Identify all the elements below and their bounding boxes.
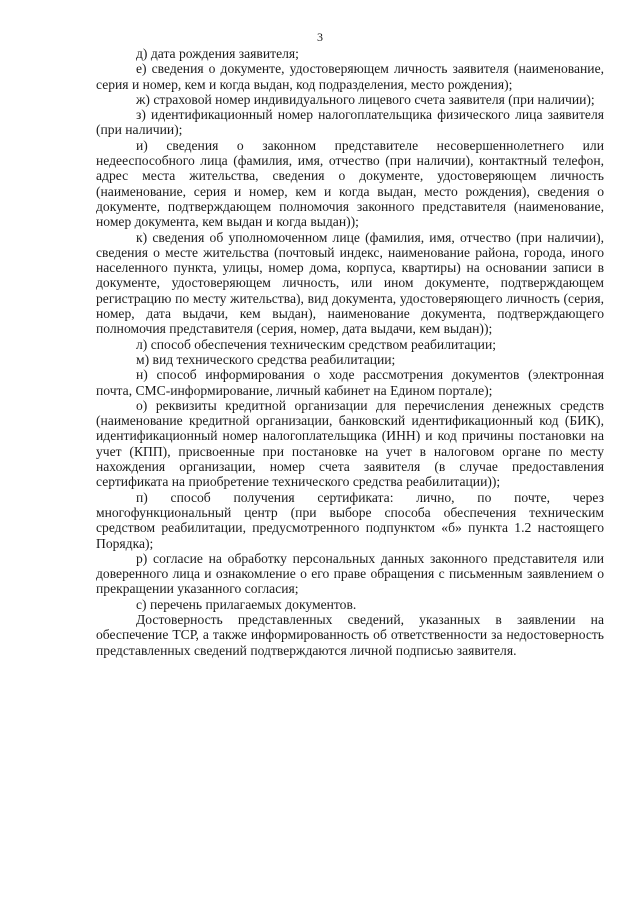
paragraph-p: п) способ получения сертификата: лично, по почте, через многофункциональный центр (при выборе способа обеспечения техническим средством реабилитации, предусмотренного подпунктом «б» пункта 1.2 настоящего Порядка); bbox=[96, 489, 604, 551]
paragraph-zh: ж) страховой номер индивидуального лицевого счета заявителя (при наличии); bbox=[136, 91, 595, 107]
paragraph-d: д) дата рождения заявителя; bbox=[136, 46, 299, 61]
page-number: 3 bbox=[317, 30, 323, 44]
paragraph-k: к) сведения об уполномоченном лице (фамилия, имя, отчество (при наличии), сведения о месте жительства (почтовый индекс, наименование района, города, иного населенного пункта, улицы, номер дома, корпуса, квартиры) на основании записи в документе, удостоверяющем личность, или ином документе, подтверждающем регистрацию по месту жительства), вид документа, удостоверяющего личность (серия, номер, дата выдачи, кем выдан), наименование документа, подтверждающего полномочия представителя (серия, номер, дата выдачи, кем выдан)); bbox=[96, 229, 604, 337]
paragraph-m: м) вид технического средства реабилитации; bbox=[136, 351, 396, 367]
paragraph-r: р) согласие на обработку персональных данных законного представителя или доверенного лица и ознакомление о его праве обращения с письменным заявлением о прекращении указанного согласия; bbox=[96, 550, 604, 597]
paragraph-e: е) сведения о документе, удостоверяющем личность заявителя (наименование, серия и номер, кем и когда выдан, код подразделения, место рождения); bbox=[96, 61, 604, 92]
document-body bbox=[96, 46, 604, 658]
paragraph-l: л) способ обеспечения техническим средством реабилитации; bbox=[136, 336, 497, 352]
paragraph-i: и) сведения о законном представителе несовершеннолетнего или недееспособного лица (фамилия, имя, отчество (при наличии), контактный телефон, адрес места жительства, сведения о документе, удостоверяющем личность (наименование, серия и номер, кем и когда выдан, место рождения), сведения о документе, подтверждающем полномочия законного представителя (наименование, номер документа, кем выдан и когда выдан)); bbox=[96, 137, 604, 230]
paragraph-final: Достоверность представленных сведений, указанных в заявлении на обеспечение ТСР, а также информированность об ответственности за недостоверность представленных сведений подтверждаются личной подписью заявителя. bbox=[96, 611, 604, 658]
paragraph-o: о) реквизиты кредитной организации для перечисления денежных средств (наименование кредитной организации, банковский идентификационный код (БИК), идентификационный номер налогоплательщика (ИНН) и код причины постановки на учет (КПП), присвоенные при постановке на учет в налоговом органе по месту нахождения организации, номер счета заявителя (в случае предоставления сертификата на приобретение технического средства реабилитации)); bbox=[96, 397, 604, 490]
paragraph-n: н) способ информирования о ходе рассмотрения документов (электронная почта, СМС-информирование, личный кабинет на Едином портале); bbox=[96, 367, 604, 398]
paragraph-s: с) перечень прилагаемых документов. bbox=[136, 596, 357, 612]
paragraph-z: з) идентификационный номер налогоплательщика физического лица заявителя (при наличии); bbox=[96, 107, 604, 138]
